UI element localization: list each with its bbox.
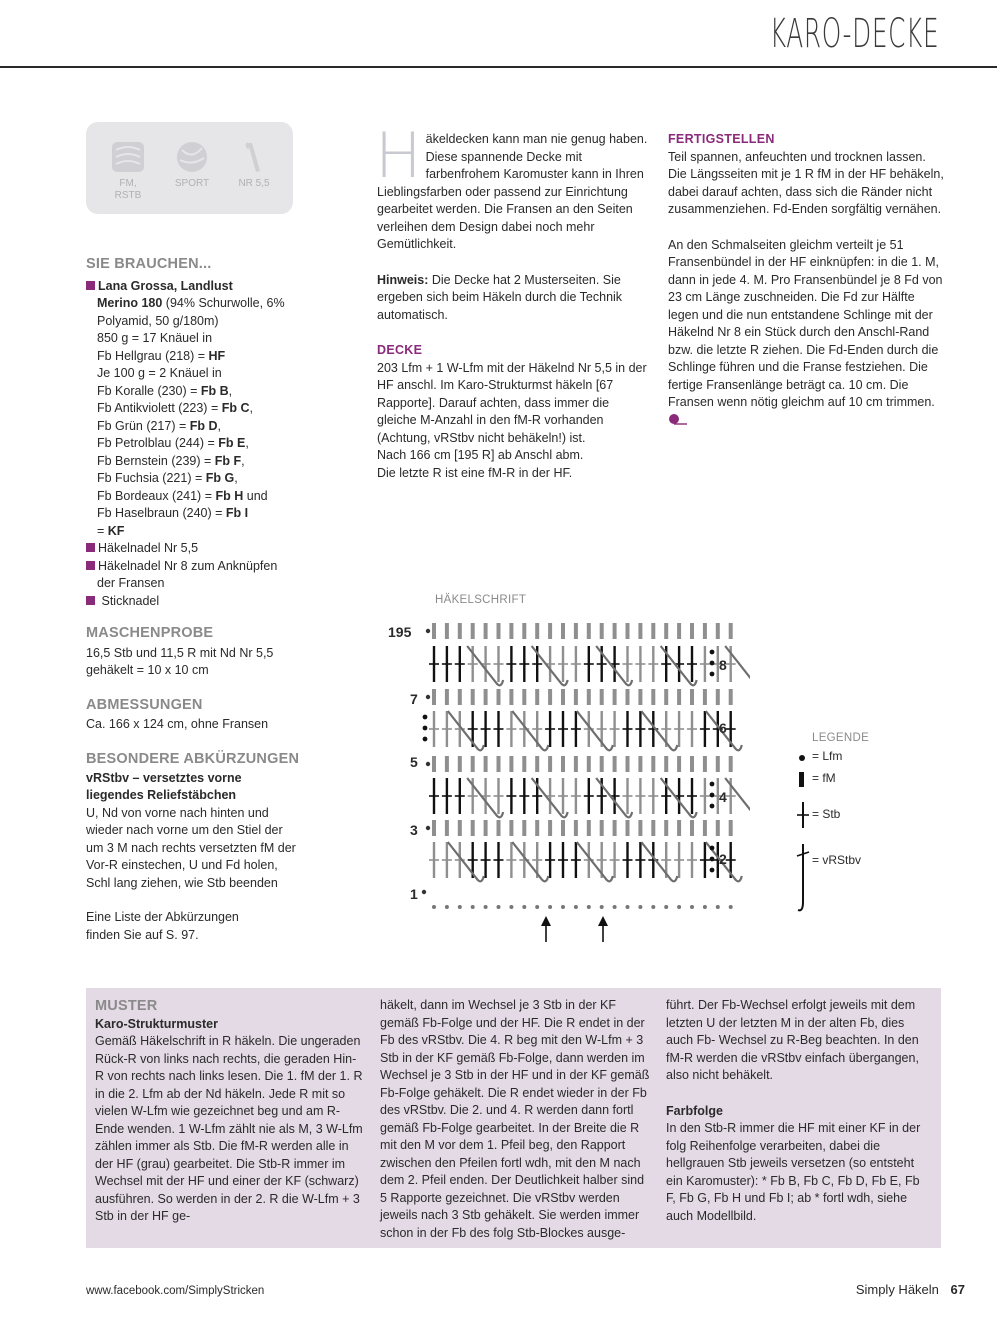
color-code: Fb C [221,401,250,415]
fm-stitch [522,756,526,772]
bullet-square [86,543,95,552]
main-color-code: HF [208,348,226,363]
color-text: Fb Bordeaux (241) = [97,488,216,503]
fm-stitch [561,756,565,772]
bullet-square [86,561,95,570]
header-rule [0,66,997,68]
color-code: Fb D [189,418,218,433]
yarn-skein-icon [110,140,146,174]
chain-dot-icon [796,748,808,766]
chain-dot [422,890,426,894]
foundation-chain [535,905,539,909]
foundation-chain [664,905,668,909]
color-text: Fb Koralle (230) = [97,383,201,398]
fm-stitch [509,689,513,705]
fm-stitch [574,623,578,639]
finish-text-1: Teil spannen, anfeuchten und trocknen lassen. [668,149,926,164]
row-label-195: 195 [388,624,412,640]
fm-stitch [651,623,655,639]
fm-stitch [548,623,552,639]
fm-stitch [638,689,642,705]
relief-stitch-icon [796,842,810,914]
color-text: Fb Bernstein (239) = [97,453,215,468]
color-line [86,400,296,418]
fm-stitch [729,820,733,836]
foundation-chain [509,905,513,909]
intro-paragraph [375,119,649,254]
fm-stitch [561,820,565,836]
turning-chain-dot [710,661,715,666]
decke-text-2: Nach 166 cm [195 R] ab Anschl abm. [377,448,584,462]
foundation-chain [729,905,733,909]
relief-stitch [641,842,677,881]
fm-stitch [587,689,591,705]
fm-stitch [638,820,642,836]
bullet-square [86,596,95,605]
foundation-chain [574,905,578,909]
color-suffix: , [245,436,249,450]
fm-stitch [729,689,733,705]
color-text: Fb Petrolblau (244) = [97,436,219,450]
color-line [86,488,296,506]
abbr-heading: BESONDERE ABKÜRZUNGEN [86,751,300,767]
turning-chain-dot [710,793,715,798]
fm-stitch [716,820,720,836]
badge-item-type [164,140,220,190]
fm-stitch [613,689,617,705]
color-sequence-heading: Farbfolge [666,1103,723,1118]
color-suffix: und [243,488,268,503]
fm-stitch [458,623,462,639]
chart-grid [422,623,750,909]
pattern-text-3: führt. Der Fb-Wechsel erfolgt jeweils mit dem letzten U der letzten M in der alten Fb, dies auch Fb- Wechsel zu R-Beg beachten. In den fM-R werden die vRStbv einfach übergangen, also nicht behäkelt. [666,998,919,1082]
fm-stitch [509,820,513,836]
fm-stitch [600,820,604,836]
row-label-4: 4 [719,789,727,805]
foundation-chain [638,905,642,909]
fm-stitch [664,820,668,836]
fm-stitch [690,623,694,639]
fm-stitch [587,623,591,639]
fm-stitch [497,820,501,836]
color-line [86,383,296,401]
fm-stitch [690,756,694,772]
size-section [86,697,296,733]
badge-label-1a: FM, [119,178,137,189]
turning-chain-dot [710,868,715,873]
finish-text-3-wrap [668,237,944,430]
chain-dot [426,826,430,830]
fm-stitch [471,689,475,705]
fm-stitch [432,689,436,705]
fm-stitch [716,623,720,639]
fm-stitch [445,820,449,836]
color-line [86,453,296,471]
yarn-brand-line [86,278,296,296]
fm-stitch [664,689,668,705]
chain-dot [426,762,430,766]
color-suffix: , [249,401,253,415]
fm-stitch [522,820,526,836]
qty-main: 850 g = 17 Knäuel in [97,331,213,345]
fm-stitch [677,623,681,639]
foundation-chain [561,905,565,909]
pattern-subheading: Karo-Strukturmuster [95,1016,218,1031]
legend-label: = Lfm [812,749,843,763]
main-color-text: Fb Hellgrau (218) = [97,348,209,363]
fm-stitch [432,820,436,836]
gauge-section [86,625,296,680]
fm-stitch [626,623,630,639]
pattern-text-2: häkelt, dann im Wechsel je 3 Stb in der KF gemäß Fb-Folge und der HF. Die R endet in der Fb des vRStbv. Die 4. R beg mit den W-Lfm + 3 Stb in der KF gemäß Fb-Folge, dann werden im Wechsel je 3 Stb in der HF und in der KF gemäß Fb-Folge gehäkelt. Die R endet wieder in der Fb des vRStbv. Die 2. und 4. R werden dann fortl gemäß Fb-Folge gearbeitet. In der Breite die R mit den M vor dem 1. Pfeil beg, den Rapport zwischen den Pfeilen fortl wdh, mit den M nach dem 2. Pfeil enden. Der Deutlichkeit halber sind 5 Rapporte gezeichnet. Die vRStbv werden jeweils nach 3 Stb gehäkelt. Sie werden immer schon in der Fb des folg Stb-Blockes ausge- [380,998,650,1240]
fm-stitch [613,756,617,772]
fm-stitch [677,756,681,772]
fm-stitch [600,623,604,639]
fm-stitch [535,756,539,772]
qty-contrast: Je 100 g = 2 Knäuel in [97,366,222,380]
fm-stitch [432,756,436,772]
row-label-2: 2 [719,851,727,867]
fm-stitch [587,820,591,836]
yarn-info-badge [86,122,293,214]
finish-text-2: Die Längsseiten mit je 1 R fM in der HF behäkeln, dabei darauf achten, dass sich die Ränder nicht zusammenziehen. Fd-Enden sorgfältig vernähen. [668,167,944,216]
fm-stitch [703,756,707,772]
foundation-chain [677,905,681,909]
fm-stitch [548,820,552,836]
materials-heading: SIE BRAUCHEN... [86,256,212,272]
fm-stitch [574,756,578,772]
fm-stitch [509,756,513,772]
kf-line [86,523,296,541]
row-label-8: 8 [719,657,727,673]
fm-stitch [638,756,642,772]
turning-chain-dot [710,782,715,787]
legend-item-lfm [796,748,916,766]
legend-item-fm [796,770,916,788]
footer-url: www.facebook.com/SimplyStricken [86,1285,265,1297]
kf-code: KF [107,523,125,538]
color-line [86,505,296,523]
page-number: 67 [950,1282,965,1297]
intro-text: äkeldecken kann man nie genug haben. Diese spannende Decke mit farbenfrohem Karomuster kann in Ihren Lieblingsfarben oder passend zur Einrichtung gearbeitet werden. Die Fransen an den Seiten verleihen dem Design dabei noch mehr Gemütlichkeit. [377,132,648,251]
fm-stitch [664,623,668,639]
fm-stitch [548,756,552,772]
pattern-heading: MUSTER [95,998,158,1014]
row-label-1: 1 [410,886,418,902]
materials-section [86,256,296,610]
gauge-heading: MASCHENPROBE [86,625,214,641]
decke-heading: DECKE [377,343,423,357]
relief-stitch [448,711,484,750]
color-line [86,418,296,436]
fm-stitch [535,820,539,836]
fm-stitch [703,689,707,705]
foundation-chain [626,905,630,909]
fm-stitch [484,689,488,705]
turning-chain-dot [710,672,715,677]
color-text: Fb Grün (217) = [97,418,190,433]
yarn-name-line [86,295,296,330]
kf-text: = [97,523,108,538]
fm-stitch [522,623,526,639]
fm-stitch [458,689,462,705]
fm-stitch [535,623,539,639]
foundation-chain [690,905,694,909]
abbr-term: vRStbv – versetztes vorne liegendes Reliefstäbchen [86,770,242,802]
fm-stitch [613,623,617,639]
fm-stitch [561,623,565,639]
turning-chain-dot [710,650,715,655]
foundation-chain [548,905,552,909]
repeat-arrow-right [598,916,608,942]
fm-stitch [600,756,604,772]
fm-stitch [690,689,694,705]
repeat-arrow-left [541,916,551,942]
color-code: Fb F [214,453,242,468]
chain-dot [426,695,430,699]
fm-stitch [471,756,475,772]
color-suffix: , [241,453,245,468]
fm-stitch [497,756,501,772]
tool-text: Häkelnadel Nr 5,5 [98,541,199,555]
crochet-hook-icon [236,140,272,174]
yarn-ball-icon [174,140,210,174]
badge-label-2: SPORT [174,178,210,189]
color-suffix: , [228,383,233,398]
foundation-chain [432,905,436,909]
fm-stitch [626,756,630,772]
foundation-chain [600,905,604,909]
size-heading: ABMESSUNGEN [86,697,203,713]
foundation-chain [587,905,591,909]
intro-section [375,119,649,482]
relief-stitch [512,842,548,881]
foundation-chain [651,905,655,909]
fm-stitch [677,820,681,836]
fm-stitch [471,623,475,639]
relief-stitch [577,842,613,881]
turning-chain-dot [423,737,428,742]
foundation-chain [522,905,526,909]
fm-stitch [703,820,707,836]
tool-text: Häkelnadel Nr 8 zum Anknüpfen der Fransen [97,558,278,590]
fm-stitch [626,689,630,705]
relief-stitch [725,778,750,817]
turning-chain-dot [423,726,428,731]
fm-stitch [445,623,449,639]
fm-stitch [600,689,604,705]
badge-item-hook [226,140,282,190]
page-header-title: KARO-DECKE [769,11,939,57]
foundation-chain [703,905,707,909]
fm-stitch [638,623,642,639]
relief-stitch [641,711,677,750]
color-code: Fb B [200,383,229,398]
fm-stitch [651,756,655,772]
fm-stitch [574,820,578,836]
bullet-square [86,281,95,290]
color-code: Fb G [205,471,235,485]
turning-chain-dot [710,857,715,862]
fm-stitch [690,820,694,836]
fm-stitch [484,820,488,836]
fm-stitch [626,820,630,836]
hint-paragraph [377,272,649,325]
color-sequence-text: In den Stb-R immer die HF mit einer KF in der folg Reihenfolge verarbeiten, dabei die hellgrauen Stb jeweils versetzen (so entsteht ein Karomuster): * Fb B, Fb C, Fb D, Fb E, Fb F, Fb G, Fb H und Fb I; ab * fortl wdh, siehe auch Modellbild. [666,1121,921,1223]
color-suffix: , [217,418,222,433]
turning-chain-dot [710,804,715,809]
row-label-5: 5 [410,754,418,770]
relief-stitch [448,842,484,881]
abbreviations-section [86,751,300,944]
tool-item [86,593,296,611]
abbr-list-note: Eine Liste der Abkürzungen finden Sie auf S. 97. [86,910,239,942]
fm-stitch [677,689,681,705]
foundation-chain [458,905,462,909]
fm-stitch [703,623,707,639]
fm-stitch [561,689,565,705]
fm-stitch [535,689,539,705]
size-text: Ca. 166 x 124 cm, ohne Fransen [86,716,269,731]
legend-item-stb [796,800,916,830]
tool-item [86,540,296,558]
row-label-7: 7 [410,691,418,707]
color-text: Fb Antikviolett (223) = [97,401,222,415]
fm-stitch [432,623,436,639]
relief-stitch [577,711,613,750]
pattern-col-1 [95,998,365,1226]
fm-stitch [651,689,655,705]
legend-title: LEGENDE [812,732,870,744]
badge-label-1b: RSTB [114,190,142,201]
relief-stitch [725,646,750,685]
double-crochet-icon [796,800,810,830]
abbr-text: U, Nd von vorne nach hinten und wieder nach vorne um den Stiel der um 3 M nach rechts versetzten fM der Vor-R einstechen, U und Fd holen, Schl lang ziehen, wie Stb beenden [86,805,296,890]
yarn-desc: (94% Schurwolle, 6% Polyamid, 50 g/180m) [97,296,285,328]
fm-stitch [587,756,591,772]
fm-stitch [497,623,501,639]
chart-title: HÄKELSCHRIFT [435,594,527,606]
foundation-chain [484,905,488,909]
fm-stitch [664,756,668,772]
fm-stitch [613,820,617,836]
crochet-chart [380,612,750,952]
hint-label: Hinweis: [377,272,429,287]
finish-text-3: An den Schmalseiten gleichm verteilt je 51 Fransenbündel in der HF einknüpfen: in die 1. M, dann in jede 4. M. Pro Fransenbündel je 8 Fd von 23 cm Länge zuschneiden. Die Fd zur Hälfte legen und die nun entstandene Schlinge mit der Häkelnd Nr 8 ein Stück durch den Anschl-Rand bzw. die letzte R ziehen. Die Fd-Enden durch die Schlinge führen und die Franse festziehen. Die fertige Fransenlänge beträgt ca. 10 cm. Die Fransen wenn nötig gleichm auf 10 cm trimmen. [668,237,943,409]
magazine-name: Simply Häkeln [855,1282,939,1297]
color-code: Fb E [218,436,246,450]
fm-stitch [548,689,552,705]
pattern-col-2 [380,997,650,1242]
foundation-chain [497,905,501,909]
fm-stitch [471,820,475,836]
single-crochet-bar-icon [796,770,808,788]
row-label-6: 6 [719,720,727,736]
foundation-chain [716,905,720,909]
badge-label-3: NR 5,5 [238,178,270,189]
color-code: Fb H [215,488,244,503]
relief-stitch [512,711,548,750]
fm-stitch [522,689,526,705]
row-label-3: 3 [410,822,418,838]
finish-heading: FERTIGSTELLEN [668,132,775,146]
color-text: Fb Fuchsia (221) = [97,471,206,485]
fm-stitch [729,623,733,639]
legend-label: = fM [812,771,836,785]
fm-stitch [651,820,655,836]
decke-text-1: 203 Lfm + 1 W-Lfm mit der Häkelnd Nr 5,5 in der HF anschl. Im Karo-Strukturmst häkeln [67 Rapporte]. Darauf achten, dass immer die gleiche M-Anzahl in den fM-R vorhanden (Achtung, vRStbv nicht behäkeln!) ist. [377,360,647,445]
hint-text: Die Decke hat 2 Musterseiten. Sie ergeben sich beim Häkeln durch die Technik automatisch. [377,272,623,322]
color-code: Fb I [225,506,249,520]
fm-stitch [445,756,449,772]
fm-stitch [458,820,462,836]
gauge-text: 16,5 Stb und 11,5 R mit Nd Nr 5,5 gehäkelt = 10 x 10 cm [86,645,274,677]
foundation-chain [613,905,617,909]
main-color-line [86,348,296,366]
color-text: Fb Haselbraun (240) = [97,506,226,520]
foundation-chain [445,905,449,909]
pattern-text-1: Gemäß Häkelschrift in R häkeln. Die ungeraden Rück-R von links nach rechts, die geraden Hin-R von rechts nach links lesen. Die 1. fM der 1. R in die 2. Lfm ab der Nd häkeln. Jede R mit so vielen W-Lfm wie gezeichnet beg und am R-Ende wenden. 1 W-Lfm zählt nie als M, 3 W-Lfm zählen immer als Stb. Die fM-R werden alle in der HF (grau) gearbeitet. Die Stb-R immer im Wechsel mit der HF und einer der KF (schwarz) ausführen. So werden in der 2. R die W-Lfm + 3 Stb in der HF ge- [95,1034,363,1223]
color-line [86,470,296,488]
fm-stitch [445,689,449,705]
badge-item-weight [100,140,156,202]
fm-stitch [729,756,733,772]
turning-chain-dot [710,846,715,851]
fm-stitch [509,623,513,639]
color-suffix: , [234,471,238,485]
chain-dot [426,629,430,633]
fm-stitch [716,756,720,772]
turning-chain-dot [423,715,428,720]
legend-item-vrstbv [796,842,916,914]
decke-text-3: Die letzte R ist eine fM-R in der HF. [377,465,573,480]
pattern-col-3 [666,997,930,1225]
yarn-brand: Lana Grossa, Landlust [98,278,233,293]
drop-cap: H [375,119,422,192]
legend-label: = vRStbv [812,853,862,867]
finish-section [668,131,944,429]
footer-right [856,1281,965,1299]
foundation-chain [471,905,475,909]
fm-stitch [574,689,578,705]
fm-stitch [497,689,501,705]
fm-stitch [716,689,720,705]
tool-item [86,558,296,593]
fm-stitch [484,623,488,639]
fm-stitch [458,756,462,772]
yarn-name: Merino 180 [97,296,163,310]
tool-text: Sticknadel [101,593,160,608]
legend-label: = Stb [812,807,841,821]
fm-stitch [484,756,488,772]
yarn-end-icon [668,413,688,425]
color-line [86,435,296,453]
